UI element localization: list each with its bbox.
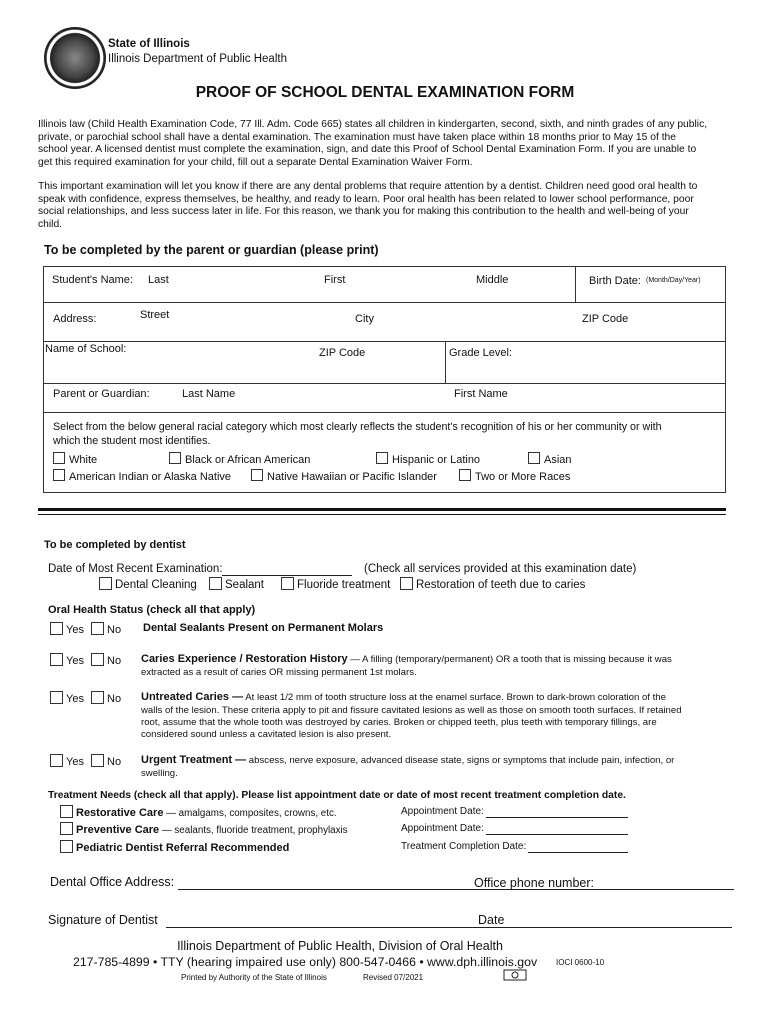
appointment-date-field-1[interactable] <box>486 817 628 818</box>
students-name-label: Student's Name: <box>52 274 133 286</box>
race-option-hispanic[interactable]: Hispanic or Latino <box>376 452 480 466</box>
caries-title: Caries Experience / Restoration History <box>141 653 348 665</box>
checkbox-icon[interactable] <box>50 691 63 704</box>
form-code: IOCI 0600-10 <box>556 958 605 967</box>
untreated-line1 <box>141 691 666 703</box>
union-bug-icon <box>503 968 527 982</box>
student-name-field[interactable] <box>140 270 570 298</box>
treatment-heading: Treatment Needs (check all that apply). Please list appointment date or date of most recent treatment completion date. <box>48 790 626 801</box>
birth-date-divider <box>575 266 576 302</box>
sealants-no[interactable]: No <box>91 622 121 636</box>
school-zip-label: ZIP Code <box>319 347 366 359</box>
parent-last-label: Last Name <box>182 388 236 400</box>
service-restoration[interactable]: Restoration of teeth due to caries <box>400 577 585 591</box>
checkbox-icon[interactable] <box>251 469 263 481</box>
form-title: PROOF OF SCHOOL DENTAL EXAMINATION FORM <box>195 84 575 101</box>
checkbox-icon[interactable] <box>99 577 112 590</box>
checkbox-icon[interactable] <box>60 805 73 818</box>
intro-p2-line4: child. <box>38 218 63 230</box>
oral-health-heading: Oral Health Status (check all that apply) <box>48 604 256 616</box>
urgent-text: abscess, nerve exposure, advanced disease state, signs or symptoms that include pain, infection, or <box>246 755 675 766</box>
race-option-two-or-more[interactable]: Two or More Races <box>459 469 570 483</box>
checkbox-icon[interactable] <box>91 653 104 666</box>
date-label: Date <box>478 913 505 927</box>
checkbox-icon[interactable] <box>91 754 104 767</box>
street-label: Street <box>140 309 170 321</box>
intro-paragraph-2 <box>38 181 738 231</box>
appointment-date-field-2[interactable] <box>486 834 628 835</box>
agency-line1: State of Illinois <box>108 38 190 50</box>
service-dental-cleaning[interactable]: Dental Cleaning <box>99 577 197 591</box>
untreated-line4: considered sound unless a cavitated lesion is also present. <box>141 729 392 740</box>
pediatric-referral-option[interactable]: Pediatric Dentist Referral Recommended <box>60 840 289 854</box>
checkbox-icon[interactable] <box>459 469 471 481</box>
grade-divider <box>445 341 446 383</box>
parent-guardian-label: Parent or Guardian: <box>53 388 150 400</box>
section-divider-thin <box>38 514 726 515</box>
urgent-line1 <box>141 754 674 766</box>
parent-first-label: First Name <box>454 388 508 400</box>
birth-date-label: Birth Date: <box>589 275 641 287</box>
checkbox-icon[interactable] <box>60 840 73 853</box>
treatment-completion-field[interactable] <box>528 852 628 853</box>
school-name-label: Name of School: <box>45 343 127 355</box>
divider-1 <box>43 302 726 303</box>
parent-section-heading: To be completed by the parent or guardian (please print) <box>44 243 379 257</box>
intro-p2-line2: speak with confidence, express themselves, be healthy, and ready to learn. Poor oral health has been related to lower school performance, poor <box>38 193 694 205</box>
untreated-text: At least 1/2 mm of tooth structure loss at the enamel surface. Brown to dark-brown coloration of the <box>243 692 666 703</box>
footer-line2: 217-785-4899 • TTY (hearing impaired use only) 800-547-0466 • www.dph.illinois.gov <box>73 955 538 969</box>
race-option-native-hawaiian[interactable]: Native Hawaiian or Pacific Islander <box>251 469 437 483</box>
state-seal-logo <box>44 27 106 89</box>
race-option-white[interactable]: White <box>53 452 97 466</box>
intro-p2-line3: social relationships, and less success later in life. For this reason, we thank you for making this contribution to the health and well-being of your <box>38 206 689 218</box>
signature-label: Signature of Dentist <box>48 913 158 927</box>
divider-4 <box>43 412 726 413</box>
checkbox-icon[interactable] <box>209 577 222 590</box>
checkbox-icon[interactable] <box>169 452 181 464</box>
caries-no[interactable]: No <box>91 653 121 667</box>
untreated-line2: walls of the lesion. These criteria apply to pit and fissure cavitated lesions as well as those on smooth tooth surfaces. If retained <box>141 705 682 716</box>
checkbox-icon[interactable] <box>91 622 104 635</box>
urgent-title: Urgent Treatment — <box>141 754 247 766</box>
student-first-label: First <box>324 274 346 286</box>
address-label: Address: <box>53 313 97 325</box>
caries-line1 <box>141 653 672 665</box>
race-option-black[interactable]: Black or African American <box>169 452 310 466</box>
intro-p2-line1: This important examination will let you know if there are any dental problems that require attention by a dentist. Children need good oral health to <box>38 181 698 192</box>
untreated-title: Untreated Caries — <box>141 691 244 703</box>
office-address-label: Dental Office Address: <box>50 875 175 889</box>
sealants-title: Dental Sealants Present on Permanent Molars <box>143 622 384 634</box>
city-label: City <box>355 313 374 325</box>
untreated-yes[interactable]: Yes <box>50 691 84 705</box>
checkbox-icon[interactable] <box>60 822 73 835</box>
urgent-yes[interactable]: Yes <box>50 754 84 768</box>
footer-line1: Illinois Department of Public Health, Division of Oral Health <box>177 939 503 953</box>
checkbox-icon[interactable] <box>91 691 104 704</box>
untreated-no[interactable]: No <box>91 691 121 705</box>
checkbox-icon[interactable] <box>50 622 63 635</box>
birth-date-format: (Month/Day/Year) <box>646 277 701 284</box>
caries-line2: extracted as a result of caries OR missing permanent 1st molars. <box>141 667 417 678</box>
appointment-date-label-2: Appointment Date: <box>401 823 484 834</box>
caries-yes[interactable]: Yes <box>50 653 84 667</box>
treatment-completion-label: Treatment Completion Date: <box>401 841 527 852</box>
divider-2 <box>43 341 726 342</box>
urgent-line2: swelling. <box>141 768 178 779</box>
student-last-label: Last <box>148 274 169 286</box>
caries-text: — A filling (temporary/permanent) OR a tooth that is missing because it was <box>347 654 672 665</box>
race-option-asian[interactable]: Asian <box>528 452 572 466</box>
race-instructions-line1: Select from the below general racial category which most clearly reflects the student's recognition of his or her community or with <box>53 421 662 433</box>
sealants-yes[interactable]: Yes <box>50 622 84 636</box>
restorative-care-option[interactable]: Restorative Care — amalgams, composites, crowns, etc. <box>60 805 337 819</box>
checkbox-icon[interactable] <box>376 452 388 464</box>
intro-p1-line1: Illinois law (Child Health Examination Code, 77 Ill. Adm. Code 665) states all children in kindergarten, second, sixth, and ninth grades of any public, <box>38 119 708 130</box>
service-sealant[interactable]: Sealant <box>209 577 264 591</box>
intro-p1-line4: get this required examination for your child, fill out a separate Dental Examination Waiver Form. <box>38 156 473 168</box>
signature-field[interactable] <box>166 927 732 928</box>
section-divider <box>38 508 726 511</box>
intro-paragraph-1 <box>38 119 738 169</box>
checkbox-icon[interactable] <box>400 577 413 590</box>
exam-date-field[interactable] <box>222 575 352 576</box>
zip-code-label: ZIP Code <box>582 313 629 325</box>
printed-by: Printed by Authority of the State of Illinois <box>181 973 327 982</box>
checkbox-icon[interactable] <box>50 754 63 767</box>
grade-level-label: Grade Level: <box>449 347 512 359</box>
checkbox-icon[interactable] <box>528 452 540 464</box>
intro-p1-line3: school year. A licensed dentist must complete the examination, sign, and date this Proof of School Dental Examination Form. If you are unable to <box>38 144 697 156</box>
agency-line2: Illinois Department of Public Health <box>108 53 287 65</box>
services-note: (Check all services provided at this examination date) <box>364 563 637 575</box>
intro-p1-line2: private, or parochial school shall have a dental examination. The examination must have taken place within 18 months prior to May 15 of the <box>38 131 677 143</box>
dentist-section-heading: To be completed by dentist <box>44 539 186 551</box>
appointment-date-label-1: Appointment Date: <box>401 806 484 817</box>
revised-date: Revised 07/2021 <box>363 973 424 982</box>
exam-date-label: Date of Most Recent Examination: <box>48 563 223 575</box>
race-instructions-line2: which the student most identifies. <box>53 435 211 447</box>
untreated-line3: root, assume that the whole tooth was destroyed by caries. Broken or chipped teeth, plus teeth with temporary fillings, are <box>141 717 657 728</box>
race-option-american-indian[interactable]: American Indian or Alaska Native <box>53 469 231 483</box>
urgent-no[interactable]: No <box>91 754 121 768</box>
office-address-field[interactable] <box>178 889 734 890</box>
checkbox-icon[interactable] <box>50 653 63 666</box>
student-middle-label: Middle <box>476 274 509 286</box>
service-fluoride[interactable]: Fluoride treatment <box>281 577 390 591</box>
preventive-care-option[interactable]: Preventive Care — sealants, fluoride treatment, prophylaxis <box>60 822 348 836</box>
checkbox-icon[interactable] <box>53 469 65 481</box>
checkbox-icon[interactable] <box>53 452 65 464</box>
office-phone-label: Office phone number: <box>474 876 594 890</box>
checkbox-icon[interactable] <box>281 577 294 590</box>
divider-3 <box>43 383 726 384</box>
